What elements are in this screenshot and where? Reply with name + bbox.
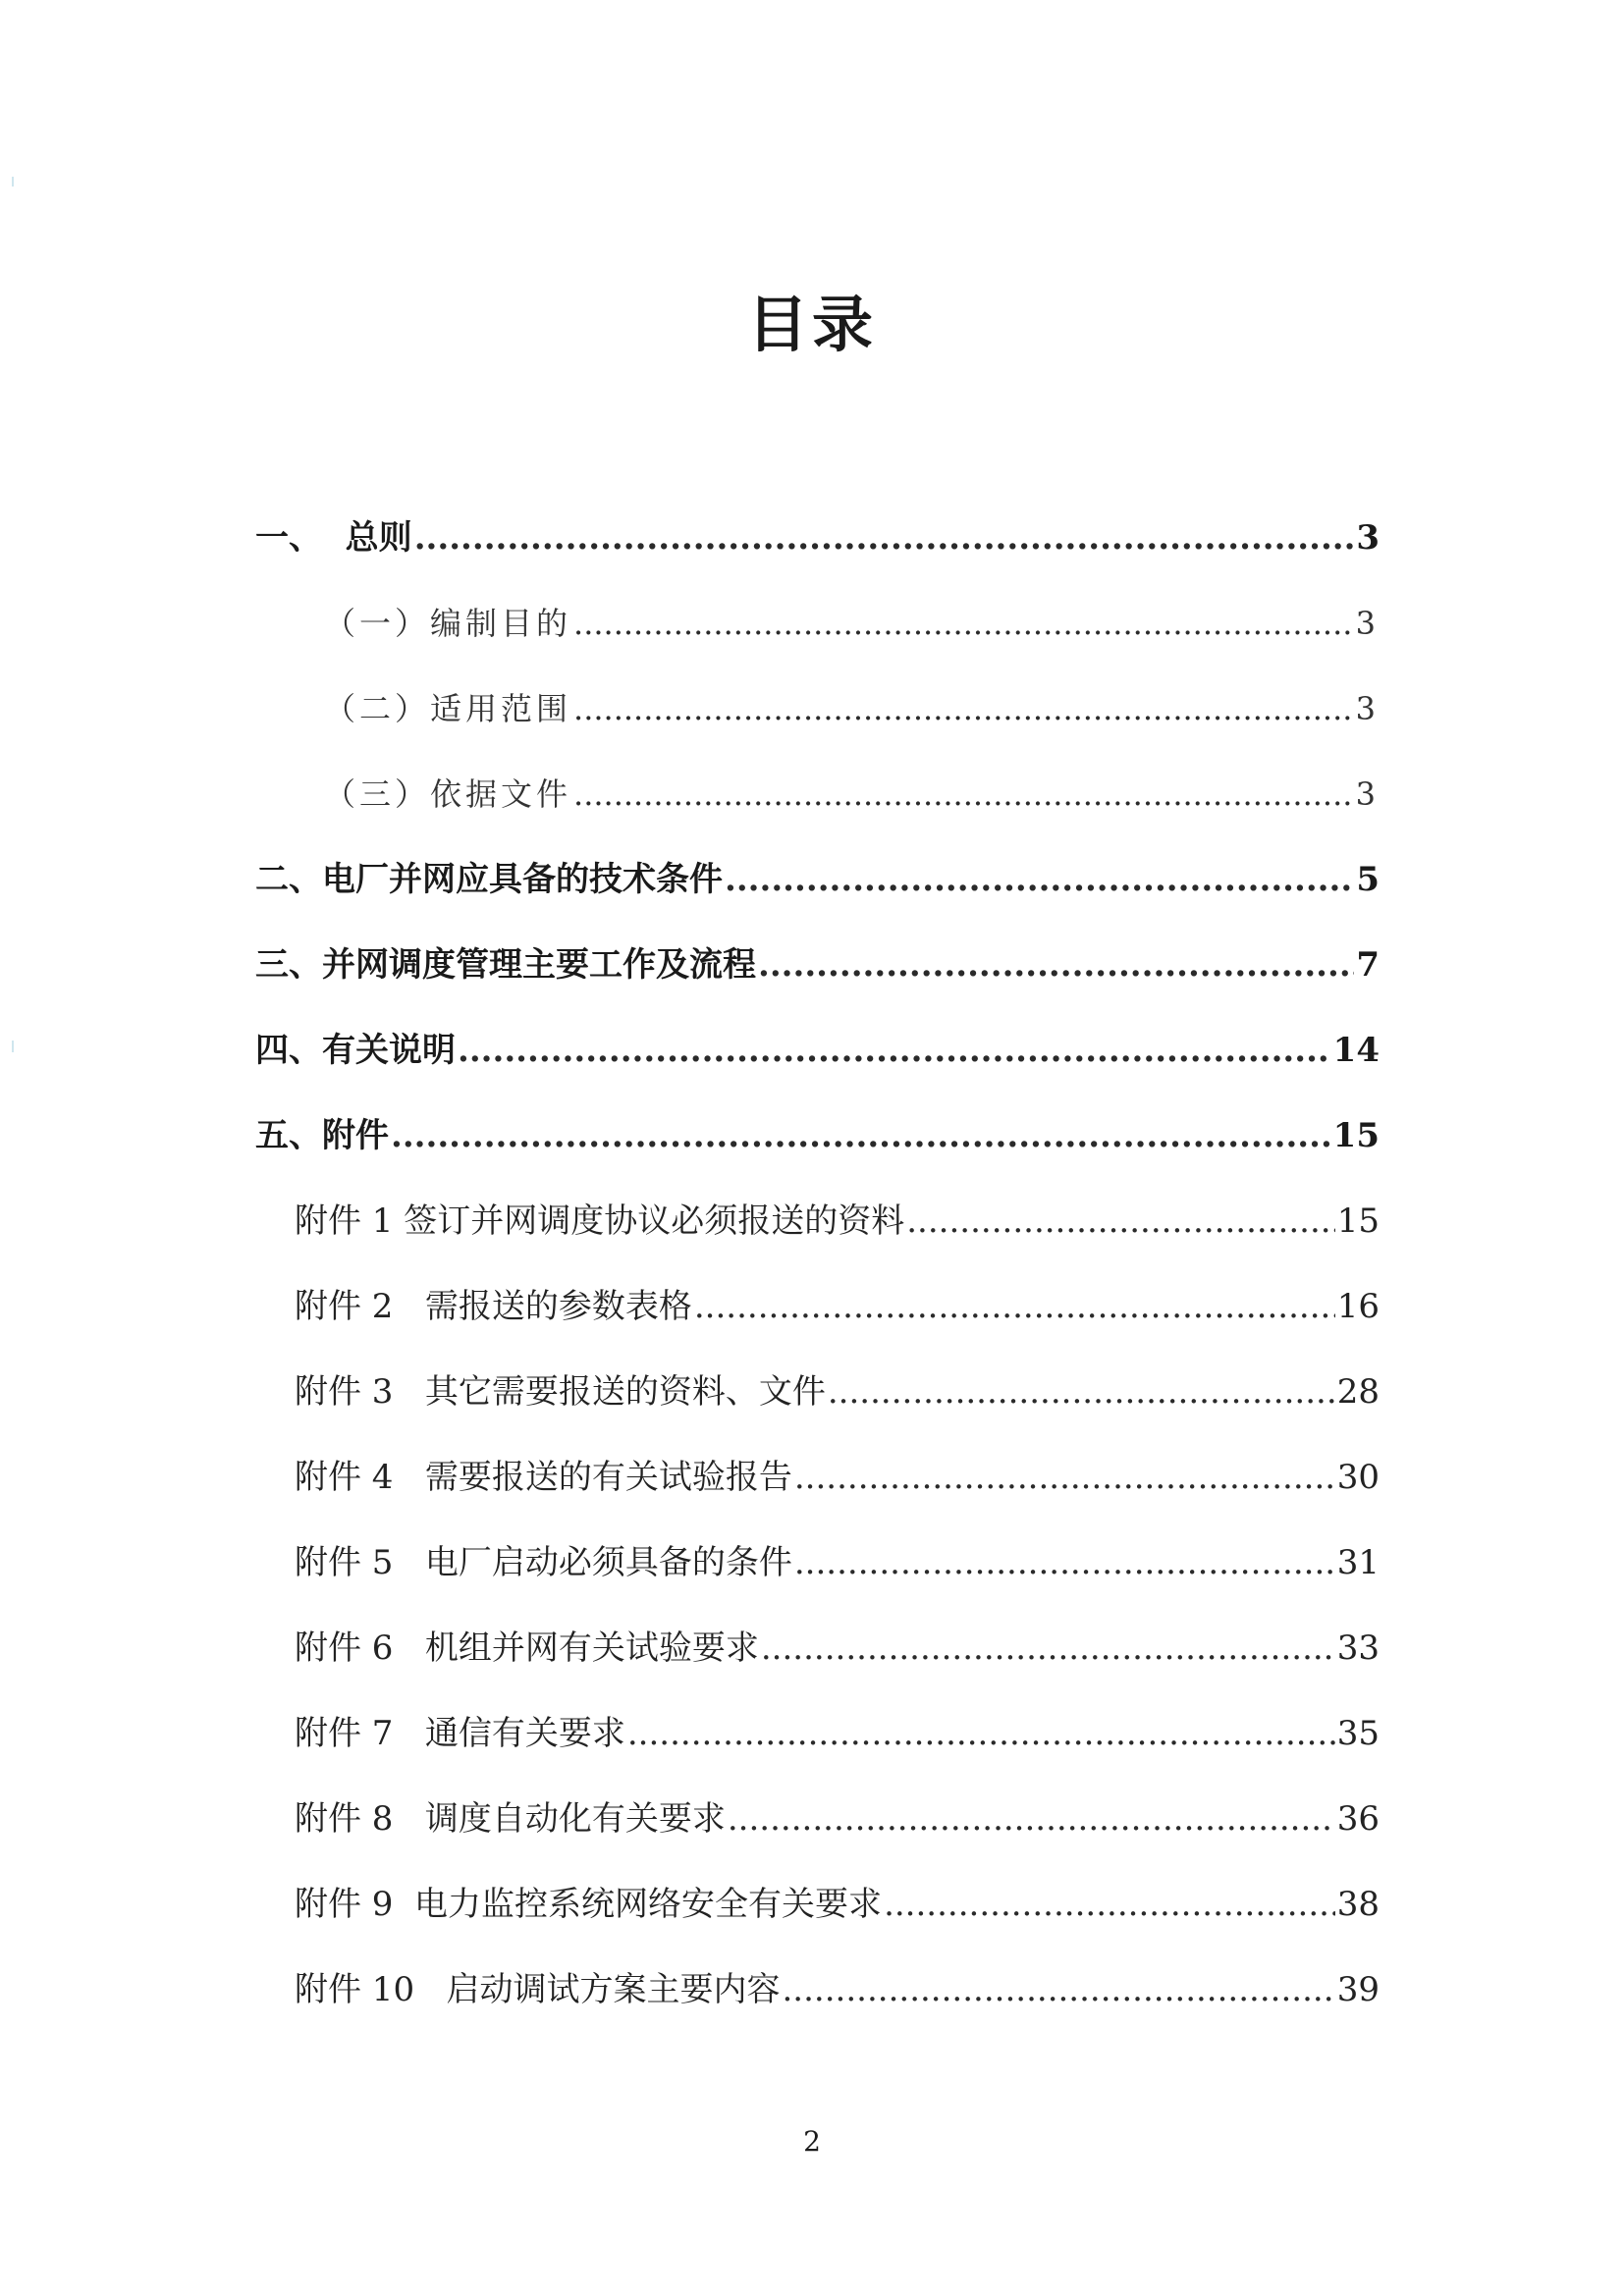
toc-entry-attachment-9[interactable] xyxy=(295,1875,1380,1934)
toc-entry-page: 3 xyxy=(1355,605,1380,642)
toc-entry-label: 二、电厂并网应具备的技术条件 xyxy=(255,860,723,899)
toc-entry-label: 附件 3 其它需要报送的资料、文件 xyxy=(295,1372,826,1412)
toc-entry-label: （三）依据文件 xyxy=(324,775,572,813)
toc-entry-label: 附件 2 需报送的参数表格 xyxy=(295,1287,692,1326)
toc-entry-notes[interactable] xyxy=(255,1021,1380,1080)
toc-entry-purpose[interactable] xyxy=(324,594,1380,653)
toc-entry-label: 附件 9 电力监控系统网络安全有关要求 xyxy=(295,1885,883,1924)
toc-entry-label: 附件 5 电厂启动必须具备的条件 xyxy=(295,1543,792,1582)
toc-entry-workflow[interactable] xyxy=(255,935,1380,994)
leader-dots xyxy=(906,1192,1334,1251)
leader-dots xyxy=(573,594,1354,653)
toc-entry-page: 15 xyxy=(1332,1116,1380,1155)
toc-entry-page: 14 xyxy=(1332,1031,1380,1070)
leader-dots xyxy=(761,1619,1335,1678)
toc-entry-page: 3 xyxy=(1355,690,1380,727)
toc-entry-attachment-8[interactable] xyxy=(295,1789,1380,1848)
toc-entry-page: 28 xyxy=(1336,1372,1380,1412)
leader-dots xyxy=(627,1704,1335,1763)
toc-entry-page: 3 xyxy=(1356,518,1380,558)
leader-dots xyxy=(794,1448,1335,1507)
toc-entry-label: 五、附件 xyxy=(255,1116,389,1155)
leader-dots xyxy=(725,850,1354,909)
toc-entry-attachment-7[interactable] xyxy=(295,1704,1380,1763)
leader-dots xyxy=(783,1960,1335,2019)
toc-entry-page: 7 xyxy=(1356,945,1380,985)
toc-entry-page: 38 xyxy=(1336,1885,1380,1924)
toc-entry-label: 附件 10 启动调试方案主要内容 xyxy=(295,1970,781,2009)
toc-entry-attachment-4[interactable] xyxy=(295,1448,1380,1507)
toc-entry-page: 5 xyxy=(1356,860,1380,899)
leader-dots xyxy=(391,1106,1331,1165)
toc-entry-label: （二）适用范围 xyxy=(324,690,572,727)
toc-entry-general[interactable] xyxy=(255,508,1380,567)
toc-entry-label: 附件 8 调度自动化有关要求 xyxy=(295,1799,726,1839)
leader-dots xyxy=(414,508,1355,567)
leader-dots xyxy=(828,1362,1335,1421)
toc-entry-page: 31 xyxy=(1336,1543,1380,1582)
toc-entry-attachment-1[interactable] xyxy=(295,1192,1380,1251)
toc-entry-label: 一、 总则 xyxy=(255,518,412,558)
toc-entry-attachments[interactable] xyxy=(255,1106,1380,1165)
toc-entry-attachment-6[interactable] xyxy=(295,1619,1380,1678)
toc-entry-page: 35 xyxy=(1336,1714,1380,1753)
toc-entry-page: 33 xyxy=(1336,1629,1380,1668)
toc-entry-page: 30 xyxy=(1336,1458,1380,1497)
toc-entry-references[interactable] xyxy=(324,765,1380,824)
toc-entry-technical-conditions[interactable] xyxy=(255,850,1380,909)
leader-dots xyxy=(694,1277,1335,1336)
toc-entry-label: 三、并网调度管理主要工作及流程 xyxy=(255,945,756,985)
leader-dots xyxy=(573,679,1354,738)
leader-dots xyxy=(458,1021,1331,1080)
toc-entry-label: 四、有关说明 xyxy=(255,1031,456,1070)
toc-entry-page: 3 xyxy=(1355,775,1380,813)
toc-entry-attachment-10[interactable] xyxy=(295,1960,1380,2019)
toc-entry-page: 36 xyxy=(1336,1799,1380,1839)
toc-title: 目录 xyxy=(746,289,877,360)
leader-dots xyxy=(794,1533,1335,1592)
leader-dots xyxy=(884,1875,1335,1934)
toc-entry-page: 39 xyxy=(1336,1970,1380,2009)
scan-artifact xyxy=(12,177,14,187)
leader-dots xyxy=(573,765,1354,824)
toc-entry-label: 附件 4 需要报送的有关试验报告 xyxy=(295,1458,792,1497)
scan-artifact xyxy=(12,1041,14,1052)
leader-dots xyxy=(758,935,1354,994)
toc-entry-label: 附件 1 签订并网调度协议必须报送的资料 xyxy=(295,1201,905,1241)
toc-entry-page: 15 xyxy=(1336,1201,1380,1241)
toc-entry-page: 16 xyxy=(1336,1287,1380,1326)
toc-entry-attachment-5[interactable] xyxy=(295,1533,1380,1592)
toc-entry-scope[interactable] xyxy=(324,679,1380,738)
toc-entry-attachment-3[interactable] xyxy=(295,1362,1380,1421)
toc-entry-label: 附件 7 通信有关要求 xyxy=(295,1714,625,1753)
leader-dots xyxy=(728,1789,1335,1848)
toc-entry-label: 附件 6 机组并网有关试验要求 xyxy=(295,1629,759,1668)
page-number: 2 xyxy=(803,2125,821,2158)
toc-entry-label: （一）编制目的 xyxy=(324,605,572,642)
toc-entry-attachment-2[interactable] xyxy=(295,1277,1380,1336)
